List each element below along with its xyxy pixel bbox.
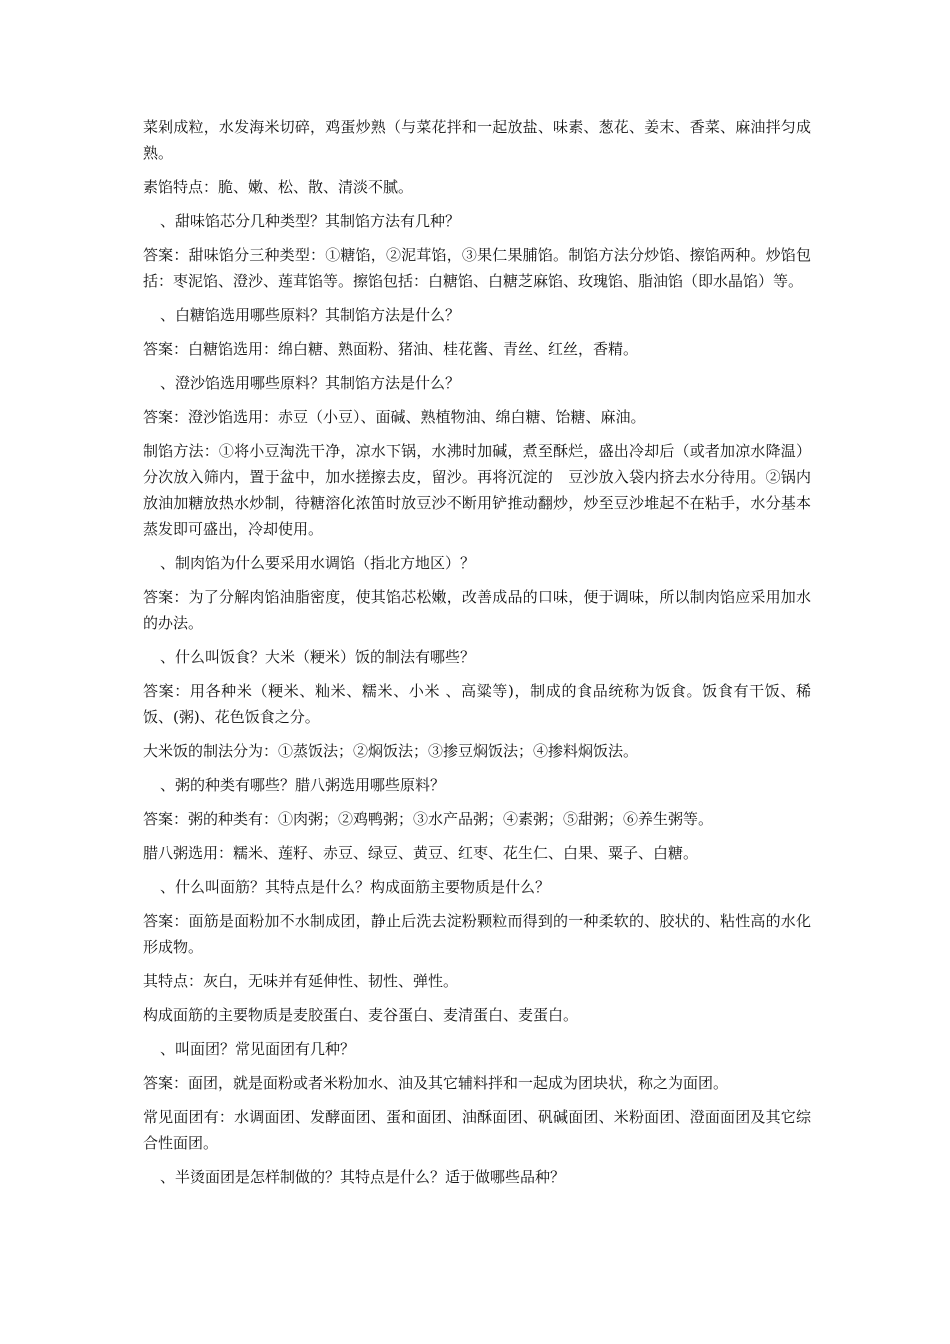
answer-paragraph: 答案：用各种米（粳米、籼米、糯米、小米 、高粱等)，制成的食品统称为饭食。饭食有干饭、稀饭、(粥)、花色饭食之分。 bbox=[143, 682, 811, 726]
question-heading: 、澄沙馅选用哪些原料？其制馅方法是什么？ bbox=[160, 374, 461, 392]
paragraph: 大米饭的制法分为：①蒸饭法；②焖饭法；③掺豆焖饭法；④掺料焖饭法。 bbox=[143, 742, 639, 760]
answer-paragraph: 答案：面团，就是面粉或者米粉加水、油及其它辅料拌和一起成为团块状，称之为面团。 bbox=[143, 1074, 729, 1092]
question-heading: 、粥的种类有哪些？腊八粥选用哪些原料？ bbox=[160, 776, 446, 794]
answer-paragraph: 答案：为了分解肉馅油脂密度，使其馅芯松嫩，改善成品的口味，便于调味，所以制肉馅应采用加水的办法。 bbox=[143, 588, 811, 632]
question-heading: 、甜味馅芯分几种类型？其制馅方法有几种？ bbox=[160, 212, 461, 230]
answer-paragraph: 答案：白糖馅选用：绵白糖、熟面粉、猪油、桂花酱、青丝、红丝，香精。 bbox=[143, 340, 639, 358]
question-heading: 、什么叫饭食？大米（粳米）饭的制法有哪些？ bbox=[160, 648, 476, 666]
paragraph: 其特点：灰白，无味并有延伸性、韧性、弹性。 bbox=[143, 972, 459, 990]
question-heading: 、白糖馅选用哪些原料？其制馅方法是什么？ bbox=[160, 306, 461, 324]
paragraph: 素馅特点：脆、嫩、松、散、清淡不腻。 bbox=[143, 178, 414, 196]
answer-paragraph: 答案：甜味馅分三种类型：①糖馅，②泥茸馅，③果仁果脯馅。制馅方法分炒馅、擦馅两种。炒馅包括：枣泥馅、澄沙、莲茸馅等。擦馅包括：白糖馅、白糖芝麻馅、玫瑰馅、脂油馅（即水晶馅）等。 bbox=[143, 246, 811, 290]
question-heading: 、制肉馅为什么要采用水调馅（指北方地区）？ bbox=[160, 554, 476, 572]
question-heading: 、半烫面团是怎样制做的？其特点是什么？适于做哪些品种？ bbox=[160, 1168, 566, 1186]
paragraph: 常见面团有：水调面团、发酵面团、蛋和面团、油酥面团、矾碱面团、米粉面团、澄面面团及其它综合性面团。 bbox=[143, 1108, 811, 1152]
question-heading: 、什么叫面筋？其特点是什么？构成面筋主要物质是什么？ bbox=[160, 878, 551, 896]
document-body bbox=[143, 114, 811, 1198]
paragraph: 腊八粥选用：糯米、莲籽、赤豆、绿豆、黄豆、红枣、花生仁、白果、粟子、白糖。 bbox=[143, 844, 699, 862]
question-heading: 、叫面团？常见面团有几种？ bbox=[160, 1040, 356, 1058]
answer-paragraph: 答案：面筋是面粉加不水制成团，静止后洗去淀粉颗粒而得到的一种柔软的、胶状的、粘性高的水化形成物。 bbox=[143, 912, 811, 956]
answer-paragraph: 答案：澄沙馅选用：赤豆（小豆）、面碱、熟植物油、绵白糖、饴糖、麻油。 bbox=[143, 408, 646, 426]
paragraph: 菜剁成粒，水发海米切碎，鸡蛋炒熟（与菜花拌和一起放盐、味素、葱花、姜末、香菜、麻油拌匀成熟。 bbox=[143, 118, 811, 162]
answer-paragraph: 答案：粥的种类有：①肉粥；②鸡鸭粥；③水产品粥；④素粥；⑤甜粥；⑥养生粥等。 bbox=[143, 810, 714, 828]
paragraph: 构成面筋的主要物质是麦胶蛋白、麦谷蛋白、麦清蛋白、麦蛋白。 bbox=[143, 1006, 579, 1024]
paragraph: 制馅方法：①将小豆淘洗干净，凉水下锅，水沸时加碱，煮至酥烂，盛出冷却后（或者加凉水降温）分次放入筛内，置于盆中，加水搓擦去皮，留沙。再将沉淀的 豆沙放入袋内挤去水分待用。②锅内放油加糖放热水炒制，待糖溶化浓笛时放豆沙不断用铲推动翻炒，炒至豆沙堆起不在粘手，水分基本蒸发即可盛出，冷却使用。 bbox=[143, 442, 811, 538]
